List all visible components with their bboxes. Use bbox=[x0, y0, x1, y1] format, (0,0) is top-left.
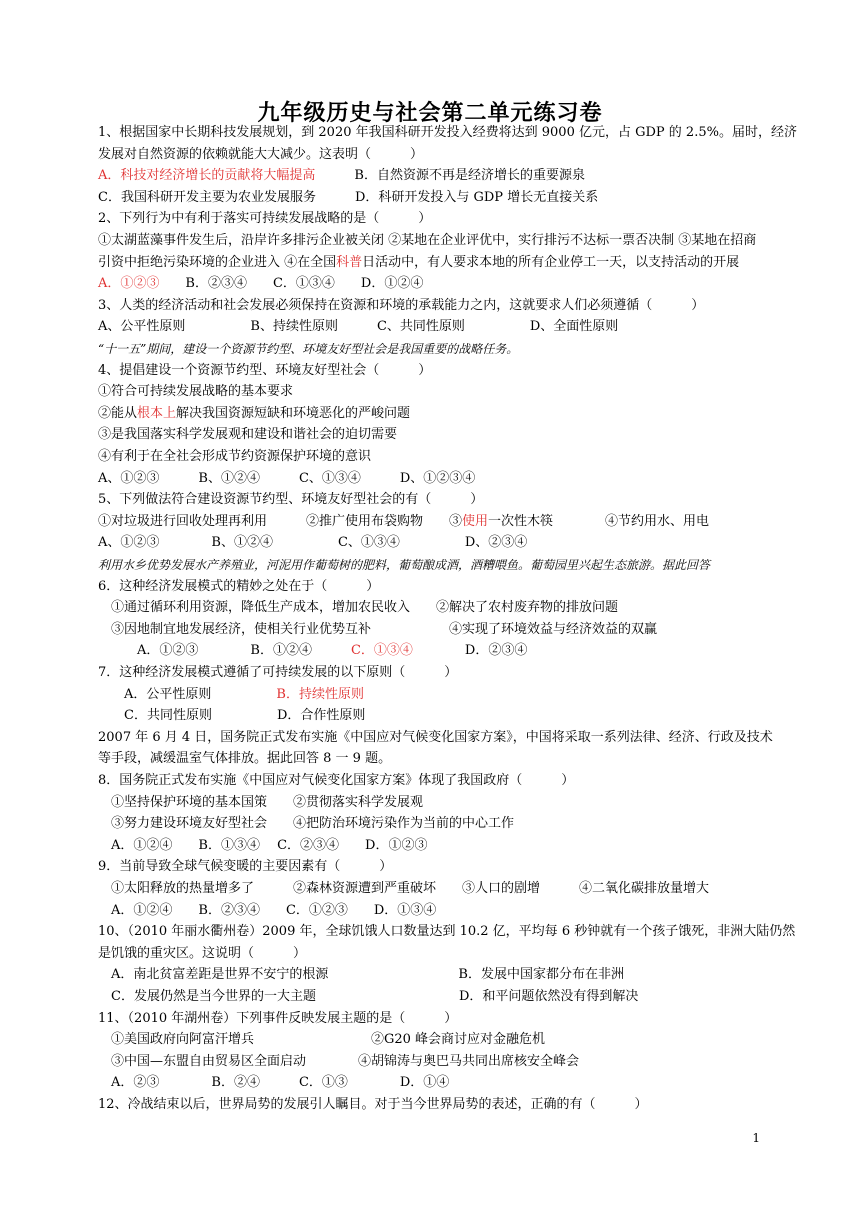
text-line bbox=[98, 794, 423, 812]
text-line bbox=[98, 707, 365, 725]
text-line bbox=[98, 599, 618, 617]
text-line bbox=[98, 966, 624, 984]
text-segment: 引资中拒绝污染环境的企业进入 ④在全国 bbox=[98, 254, 337, 270]
text-segment: A．①②④ B．②③④ C．①②③ D．①③④ bbox=[98, 902, 437, 918]
text-line bbox=[98, 858, 392, 876]
text-line bbox=[98, 426, 397, 444]
text-segment: B．②③④ C．①③④ D．①②④ bbox=[159, 276, 424, 292]
text-segment: A．①②④ B．①③④ C．②③④ D．①②③ bbox=[98, 837, 428, 853]
text-segment: 2、下列行为中有利于落实可持续发展战略的是（ ） bbox=[98, 211, 432, 227]
text-segment: 等手段，减缓温室气体排放。据此回答 8 一 9 题。 bbox=[98, 751, 392, 767]
text-line bbox=[98, 1053, 579, 1071]
text-segment: C．我国科研开发主要为农业发展服务 D．科研开发投入与 GDP 增长无直接关系 bbox=[98, 189, 599, 205]
text-segment: 12、冷战结束以后，世界局势的发展引人瞩目。对于当今世界局势的表述，正确的有（ ） bbox=[98, 1097, 648, 1112]
text-segment: ②能从 bbox=[98, 405, 138, 421]
answer-highlight: A．科技对经济增长的贡献将大幅提高 bbox=[98, 168, 316, 184]
text-line bbox=[98, 232, 756, 250]
text-segment: C．发展仍然是当今世界的一大主题 D．和平问题依然没有得到解决 bbox=[98, 989, 639, 1004]
text-segment: ①通过循环利用资源，降低生产成本，增加农民收入 ②解决了农村废弃物的排放问题 bbox=[98, 600, 619, 616]
text-line bbox=[98, 383, 293, 401]
text-segment: 利用水乡优势发展水产养殖业，河泥用作葡萄树的肥料，葡萄酿成酒，酒糟喂鱼。葡萄园里兴起生态旅游。据此回答 bbox=[98, 558, 711, 572]
text-segment: A、①②③ B、①②④ C、①③④ D、①②③④ bbox=[98, 470, 476, 486]
text-line bbox=[98, 1031, 545, 1049]
text-segment: 7．这种经济发展模式遵循了可持续发展的以下原则（ ） bbox=[98, 665, 458, 680]
text-line bbox=[98, 340, 518, 358]
text-line bbox=[98, 297, 704, 315]
text-line bbox=[98, 772, 574, 790]
text-segment: ④有利于在全社会形成节约资源保护环境的意识 bbox=[98, 449, 372, 464]
text-segment: “十一五”期间，建设一个资源节约型、环境友好型社会是我国重要的战略任务。 bbox=[98, 342, 519, 356]
text-line bbox=[98, 254, 739, 272]
text-segment: 一次性木筷 ④节约用水、用电 bbox=[488, 513, 710, 529]
text-segment: ①对垃圾进行回收处理再利用 ②推广使用布袋购物 ③ bbox=[98, 513, 463, 529]
answer-highlight: B．持续性原则 bbox=[276, 686, 364, 702]
text-segment: ③努力建设环境友好型社会 ④把防治环境污染作为当前的中心工作 bbox=[98, 816, 515, 832]
text-segment: ③中国—东盟自由贸易区全面启动 ④胡锦涛与奥巴马共同出席核安全峰会 bbox=[98, 1053, 580, 1069]
text-line bbox=[98, 210, 431, 228]
text-line bbox=[98, 448, 371, 466]
text-segment: 发展对自然资源的依赖就能大大减少。这表明（ ） bbox=[98, 146, 424, 162]
text-segment: ①美国政府向阿富汗增兵 ②G20 峰会商讨应对金融危机 bbox=[98, 1032, 546, 1048]
text-line bbox=[98, 1096, 648, 1114]
text-segment: B．自然资源不再是经济增长的重要源泉 bbox=[315, 168, 585, 184]
text-line bbox=[98, 880, 709, 898]
text-line bbox=[98, 750, 391, 768]
text-segment: A、公平性原则 B、持续性原则 C、共同性原则 D、全面性原则 bbox=[98, 319, 619, 335]
text-line bbox=[98, 534, 527, 552]
answer-highlight: 使用 bbox=[462, 513, 489, 529]
page-number: 1 bbox=[752, 1131, 760, 1145]
text-line bbox=[98, 621, 657, 639]
text-segment: 11、（2010 年湖州卷）下列事件反映发展主题的是（ ） bbox=[98, 1010, 458, 1026]
text-line bbox=[98, 902, 436, 920]
text-line bbox=[98, 146, 423, 164]
text-line bbox=[98, 405, 410, 423]
answer-highlight: 根本上 bbox=[137, 405, 177, 421]
text-segment: C．共同性原则 D．合作性原则 bbox=[98, 708, 366, 724]
text-segment: 日活动中，有人要求本地的所有企业停工一天，以支持活动的开展 bbox=[362, 254, 740, 270]
text-line bbox=[98, 318, 618, 336]
text-segment: ①坚持保护环境的基本国策 ②贯彻落实科学发展观 bbox=[98, 794, 424, 810]
text-segment: D．②③④ bbox=[412, 643, 528, 659]
text-line bbox=[98, 491, 483, 509]
text-segment: 2007 年 6 月 4 日，国务院正式发布实施《中国应对气候变化国家方案》，中国将采取一系列法律、经济、行政及技术 bbox=[98, 729, 773, 745]
text-line bbox=[98, 470, 475, 488]
text-segment: ③因地制宜地发展经济，使相关行业优势互补 ④实现了环境效益与经济效益的双赢 bbox=[98, 621, 658, 637]
text-line bbox=[98, 815, 514, 833]
text-line bbox=[98, 189, 598, 207]
text-segment: 3、人类的经济活动和社会发展必须保持在资源和环境的承载能力之内，这就要求人们必须遵循（ ） bbox=[98, 297, 705, 313]
text-line bbox=[98, 729, 773, 747]
text-line bbox=[98, 275, 423, 293]
text-segment: 8．国务院正式发布实施《中国应对气候变化国家方案》体现了我国政府（ ） bbox=[98, 773, 575, 788]
text-line bbox=[98, 1074, 449, 1092]
text-segment: ①符合可持续发展战略的基本要求 bbox=[98, 384, 294, 400]
text-segment: ③是我国落实科学发展观和建设和谐社会的迫切需要 bbox=[98, 427, 398, 443]
text-line bbox=[98, 686, 364, 704]
text-segment: A．②③ B．②④ C．①③ D．①④ bbox=[98, 1075, 450, 1091]
text-segment: A．公平性原则 bbox=[98, 686, 277, 702]
answer-highlight: A．①②③ bbox=[98, 276, 160, 292]
text-line bbox=[98, 945, 306, 963]
page-title: 九年级历史与社会第二单元练习卷 bbox=[257, 100, 603, 126]
text-line bbox=[98, 837, 427, 855]
answer-highlight: C．①③④ bbox=[350, 643, 413, 659]
text-line bbox=[98, 513, 709, 531]
answer-highlight: 科普 bbox=[336, 254, 363, 270]
text-line bbox=[98, 664, 457, 682]
text-segment: 5、下列做法符合建设资源节约型、环境友好型社会的有（ ） bbox=[98, 492, 484, 508]
text-line bbox=[98, 167, 585, 185]
text-segment: A．①②③ B．①②④ bbox=[98, 643, 351, 659]
text-line bbox=[98, 362, 431, 380]
text-line bbox=[98, 923, 795, 941]
text-segment: 1、根据国家中长期科技发展规划，到 2020 年我国科研开发投入经费将达到 9000 亿元，占 GDP 的 2.5%。届时，经济 bbox=[98, 125, 797, 140]
text-line bbox=[98, 124, 797, 142]
text-line bbox=[98, 578, 379, 596]
text-segment: 9．当前导致全球气候变暖的主要因素有（ ） bbox=[98, 859, 393, 875]
text-segment: ①太湖蓝藻事件发生后，沿岸许多排污企业被关闭 ②某地在企业评优中，实行排污不达标一票否决制 ③某地在招商 bbox=[98, 233, 757, 248]
text-segment: 是饥饿的重灾区。这说明（ ） bbox=[98, 945, 307, 961]
text-segment: 10、（2010 年丽水衢州卷）2009 年，全球饥饿人口数量达到 10.2 亿，平均每 6 秒钟就有一个孩子饿死，非洲大陆仍然 bbox=[98, 924, 796, 940]
text-segment: ①太阳释放的热量增多了 ②森林资源遭到严重破坏 ③人口的剧增 ④二氧化碳排放量增大 bbox=[98, 881, 710, 896]
text-segment: A．南北贫富差距是世界不安宁的根源 B．发展中国家都分布在非洲 bbox=[98, 967, 624, 983]
text-line bbox=[98, 1010, 457, 1028]
text-segment: 解决我国资源短缺和环境恶化的严峻问题 bbox=[176, 405, 411, 421]
text-line bbox=[98, 556, 710, 574]
text-segment: A、①②③ B、①②④ C、①③④ D、②③④ bbox=[98, 535, 528, 551]
text-line bbox=[98, 988, 638, 1006]
text-segment: 4、提倡建设一个资源节约型、环境友好型社会（ ） bbox=[98, 362, 432, 378]
text-segment: 6．这种经济发展模式的精妙之处在于（ ） bbox=[98, 578, 380, 594]
text-line bbox=[98, 642, 527, 660]
